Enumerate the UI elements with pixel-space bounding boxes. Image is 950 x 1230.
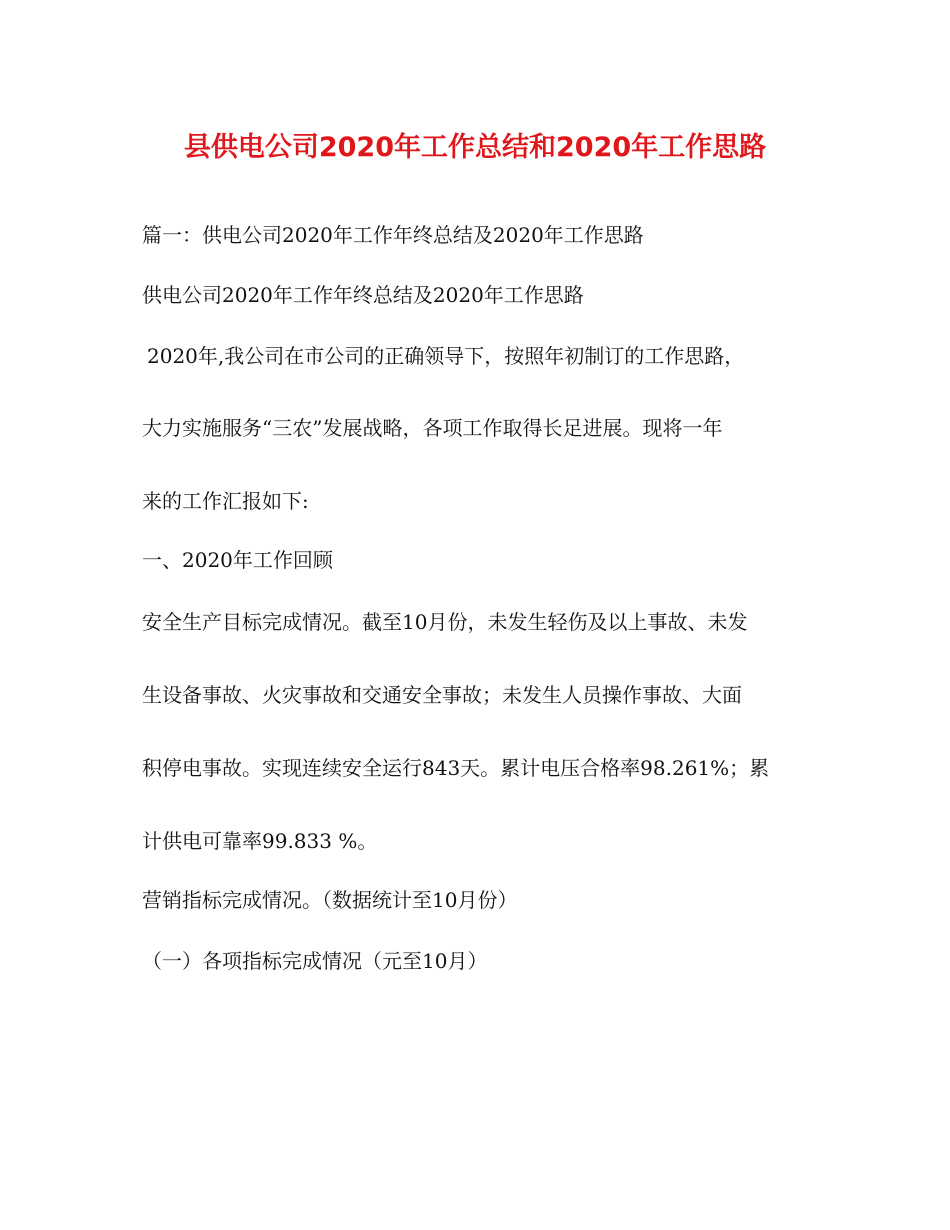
text-line-3: 2020年,我公司在市公司的正确领导下，按照年初制订的工作思路， xyxy=(147,344,745,368)
document-title: 县供电公司2020年工作总结和2020年工作思路 xyxy=(183,132,767,163)
text-line-10: 计供电可靠率99.833 %。 xyxy=(142,829,378,853)
text-line-2: 供电公司2020年工作年终总结及2020年工作思路 xyxy=(142,283,584,307)
section-heading: 一、2020年工作回顾 xyxy=(142,548,333,572)
text-line-1: 篇一：供电公司2020年工作年终总结及2020年工作思路 xyxy=(142,223,644,247)
text-line-5: 来的工作汇报如下: xyxy=(142,489,309,513)
subsection-heading: （一）各项指标完成情况（元至10月） xyxy=(142,949,488,973)
text-line-4: 大力实施服务“三农”发展战略，各项工作取得长足进展。现将一年 xyxy=(142,416,723,440)
text-line-7: 安全生产目标完成情况。截至10月份，未发生轻伤及以上事故、未发 xyxy=(142,610,748,634)
text-line-8: 生设备事故、火灾事故和交通安全事故；未发生人员操作事故、大面 xyxy=(142,683,742,707)
text-line-11: 营销指标完成情况。（数据统计至10月份） xyxy=(142,888,518,912)
text-line-9: 积停电事故。实现连续安全运行843天。累计电压合格率98.261%；累 xyxy=(142,756,770,780)
